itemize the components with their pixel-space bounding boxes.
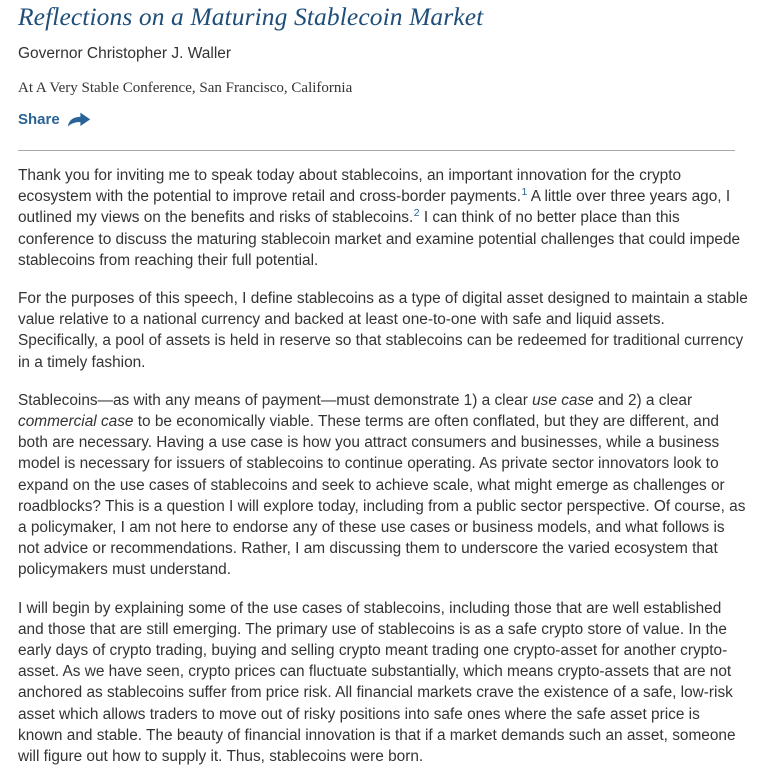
paragraph-text: I will begin by explaining some of the use cases of stablecoins, including those that are well established and those that are still emerging. The primary use of stablecoins is as a safe crypto store of value. In the early days of crypto trading, buying and selling crypto meant trading one crypto-asset for another crypto-asset. As we have seen, crypto prices can fluctuate substantially, which means crypto-assets that are not anchored as stablecoins suffer from price risk. All financial markets crave the existence of a safe, low-risk asset which allows traders to move out of risky positions into safe ones where the safe asset price is known and stable. The beauty of financial innovation is that if a market demands such an asset, someone will figure out how to supply it. Thus, stablecoins were born. xyxy=(18,599,736,766)
header-divider xyxy=(18,150,735,151)
body-paragraph xyxy=(18,165,748,271)
paragraph-text: A little over three years ago, I outlined my views on the benefits and risks of stablecoins. xyxy=(18,188,731,227)
speech-header xyxy=(18,0,762,151)
footnote-reference-link[interactable]: 1 xyxy=(521,186,528,199)
paragraph-text: Stablecoins—as with any means of payment—must demonstrate 1) a clear xyxy=(18,391,533,409)
speech-author: Governor Christopher J. Waller xyxy=(18,45,232,62)
speech-body xyxy=(18,165,748,767)
share-row[interactable] xyxy=(18,111,762,129)
speech-venue: At A Very Stable Conference, San Francisco, California xyxy=(18,80,353,96)
emphasized-term: commercial case xyxy=(18,413,134,431)
emphasized-term: use case xyxy=(532,391,594,409)
paragraph-text: Thank you for inviting me to speak today about stablecoins, an important innovation for the crypto ecosystem with the potential to improve retail and cross-border payments. xyxy=(18,167,682,206)
share-arrow-icon[interactable] xyxy=(67,111,91,129)
body-paragraph xyxy=(18,390,748,581)
paragraph-text: For the purposes of this speech, I define stablecoins as a type of digital asset designed to maintain a stable value relative to a national currency and backed at least one-to-one with safe and liquid assets. Specifically, a pool of assets is held in reserve so that stablecoins can be redeemed for traditional currency in a timely fashion. xyxy=(18,290,748,371)
footnote-reference-link[interactable]: 2 xyxy=(413,207,420,220)
share-button[interactable]: Share xyxy=(18,111,60,128)
paragraph-text: and 2) a clear xyxy=(593,391,693,409)
body-paragraph xyxy=(18,288,748,373)
page-title: Reflections on a Maturing Stablecoin Market xyxy=(18,2,484,31)
paragraph-text: I can think of no better place than this conference to discuss the maturing stablecoin market and examine potential challenges that could impede stablecoins from reaching their full potential. xyxy=(18,209,741,269)
paragraph-text: to be economically viable. These terms are often conflated, but they are different, and both are necessary. Having a use case is how you attract consumers and businesses, while a business model is necessary for issuers of stablecoins to continue operating. As private sector innovators look to expand on the use cases of stablecoins and seek to achieve scale, what might emerge as challenges or roadblocks? This is a question I will explore today, including from a public sector perspective. Of course, as a policymaker, I am not here to endorse any of these use cases or business models, and what follows is not advice or recommendations. Rather, I am discussing them to underscore the varied ecosystem that policymakers must understand. xyxy=(18,413,746,579)
body-paragraph xyxy=(18,598,748,767)
